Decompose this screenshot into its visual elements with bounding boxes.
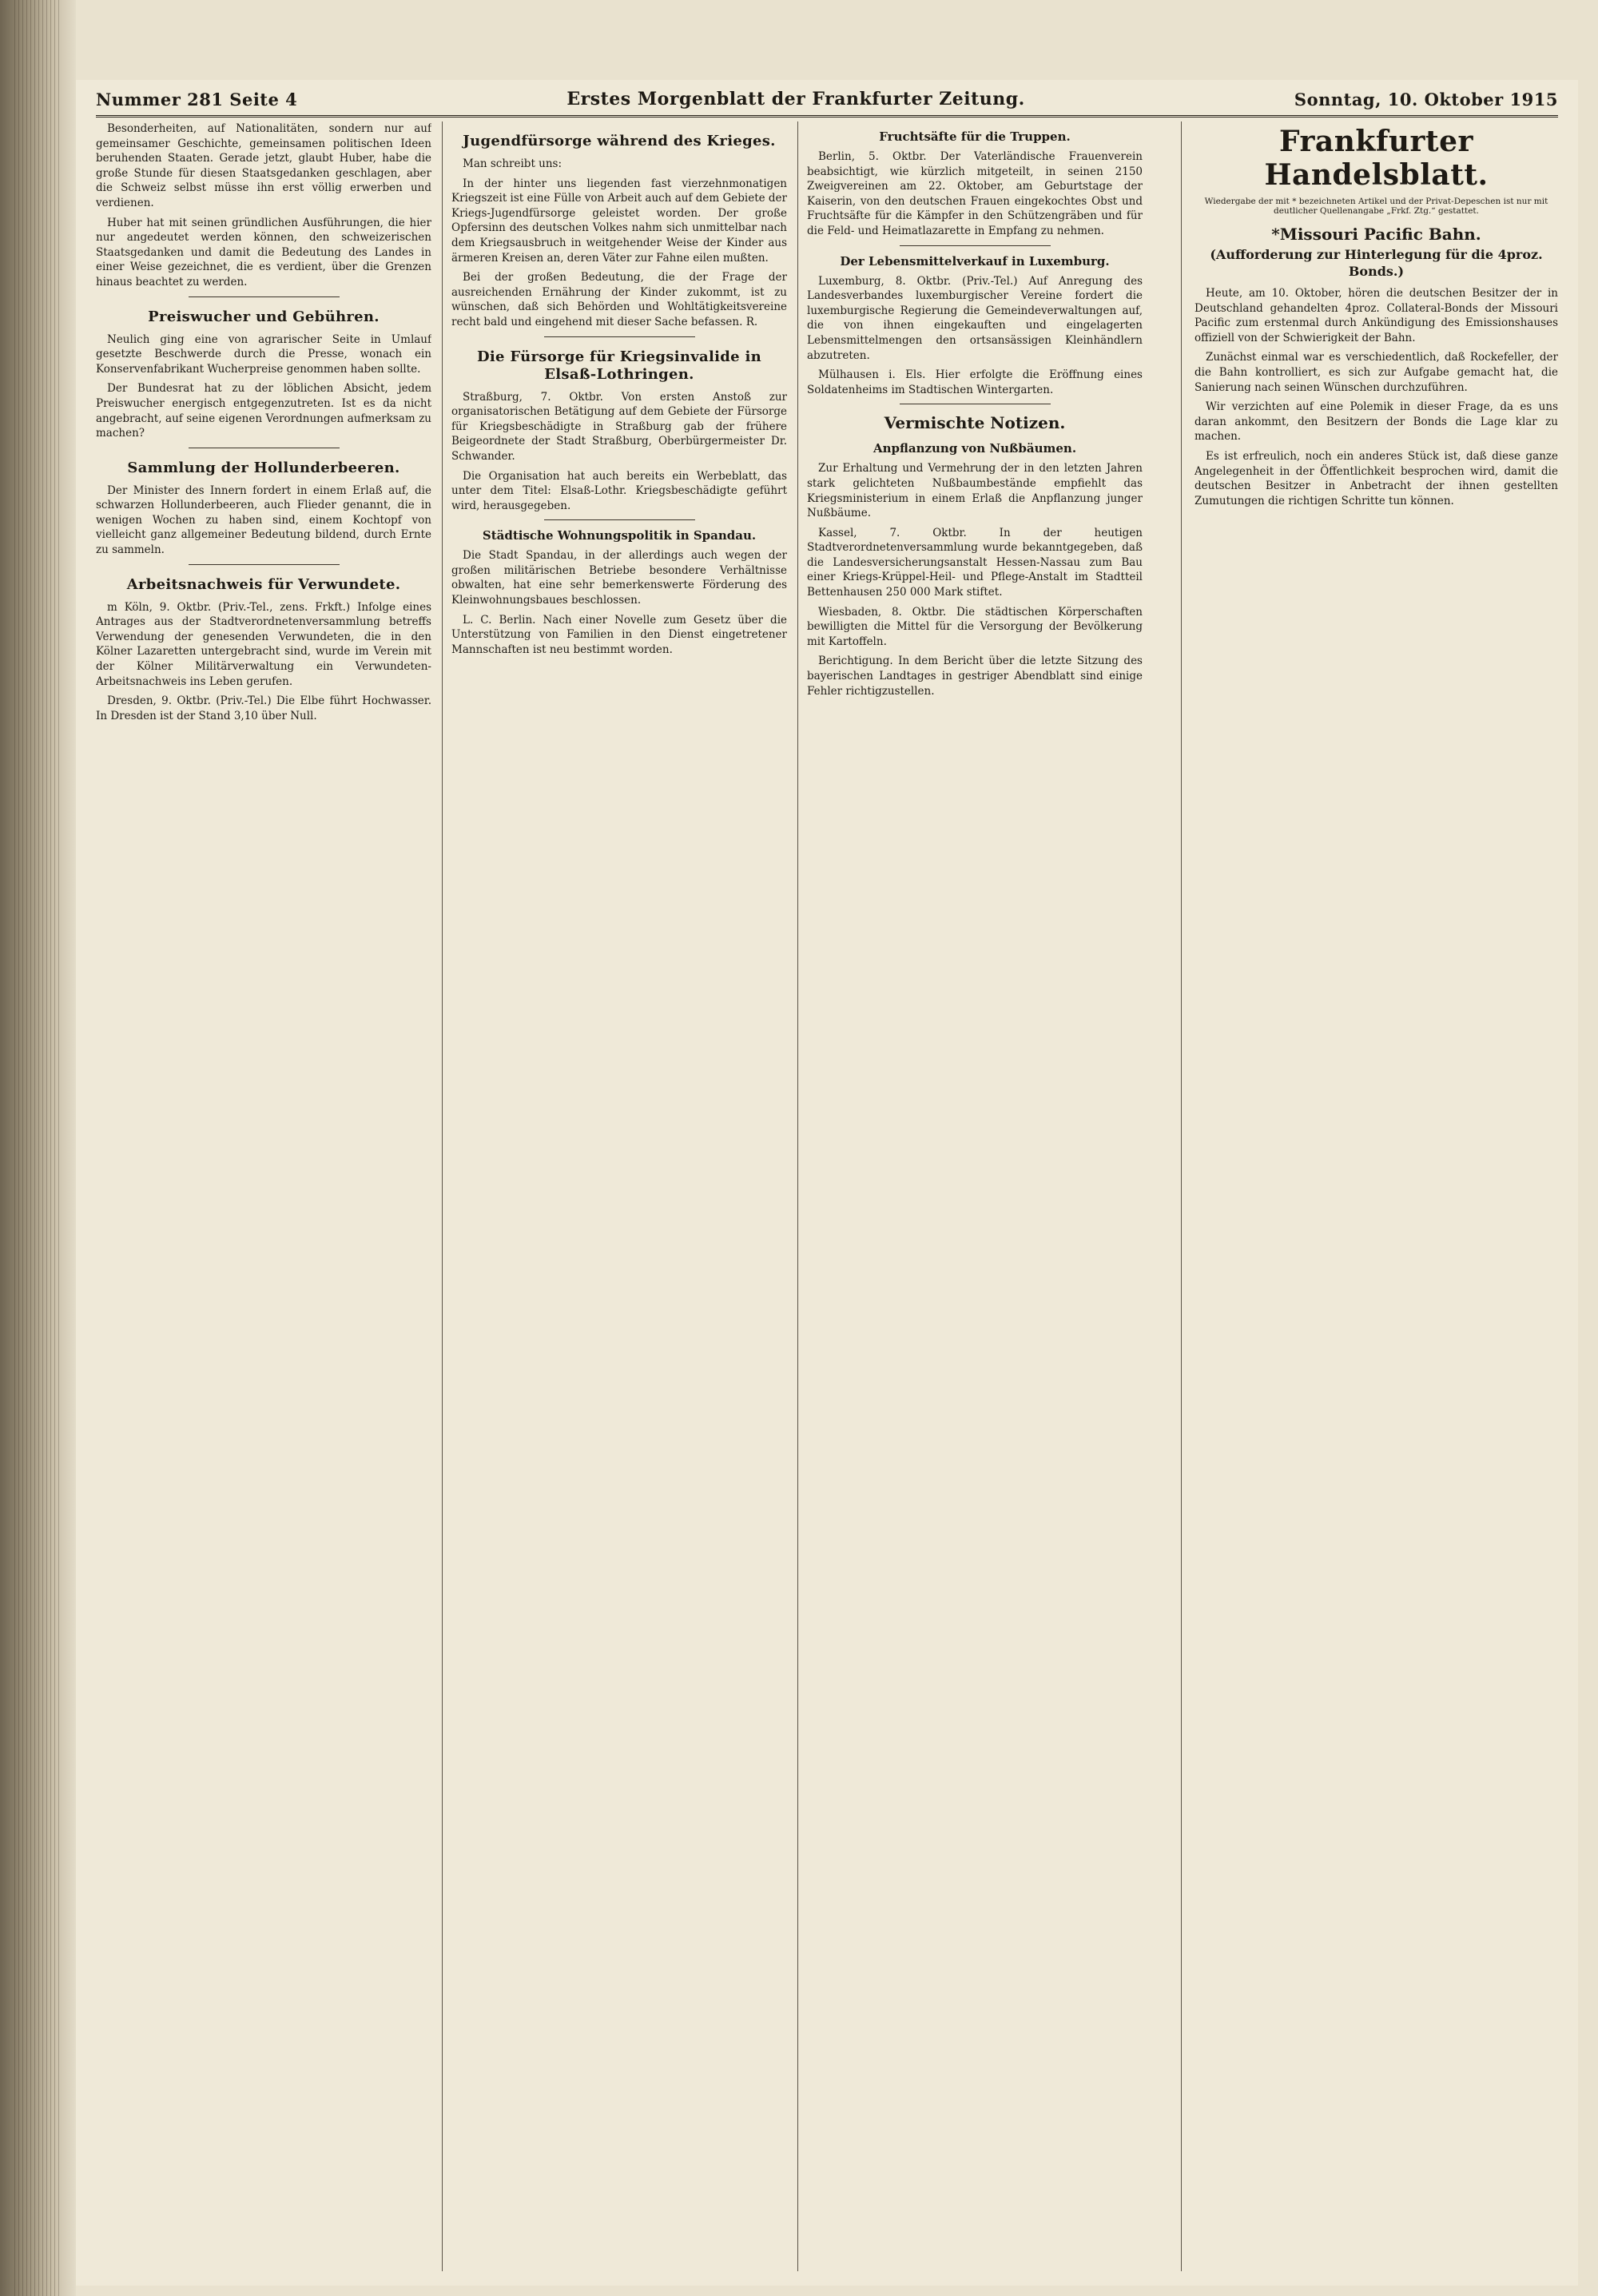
handelsblatt-note: Wiedergabe der mit * bezeichneten Artikel und der Privat-Depeschen ist nur mit deutlicher Quellenangabe „Frkf. Ztg.“ gestattet. — [1204, 197, 1548, 216]
separator — [544, 519, 695, 520]
article-paragraph: Dresden, 9. Oktbr. (Priv.-Tel.) Die Elbe führt Hochwasser. In Dresden ist der Stand 3,10 über Null. — [96, 694, 431, 722]
article-paragraph: Straßburg, 7. Oktbr. Von ersten Anstoß zur organisatorischen Betätigung auf dem Gebiete der Fürsorge für Kriegsbeschädigte in Straßburg gab der frühere Beigeordnete der Stadt Straßburg, Oberbürgermeister Dr. Schwander. — [451, 390, 787, 463]
book-binding — [0, 0, 76, 2296]
separator — [900, 245, 1051, 246]
column-1 — [96, 121, 431, 2279]
article-paragraph: Es ist erfreulich, noch ein anderes Stück ist, daß diese ganze Angelegenheit in der Öffentlichkeit besprochen wird, damit die deutschen Besitzer in Anbetracht der ihnen gestellten Zumutungen die richtigen Schritte tun können. — [1195, 449, 1558, 507]
headline-fruchtsaefte: Fruchtsäfte für die Truppen. — [879, 129, 1071, 144]
separator — [189, 564, 340, 565]
headline-arbeitsnachweis: Arbeitsnachweis für Verwundete. — [126, 575, 401, 593]
article-intro: Man schreibt uns: — [463, 157, 562, 170]
article-paragraph: Der Bundesrat hat zu der löblichen Absicht, jedem Preiswucher energisch entgegenzutreten. Ist es da nicht angebracht, auf seine eigenen Verordnungen aufmerksam zu machen? — [96, 382, 431, 440]
column-4-handelsblatt — [1195, 121, 1558, 2279]
headline-spandau: Städtische Wohnungspolitik in Spandau. — [482, 528, 757, 543]
article-paragraph: Heute, am 10. Oktober, hören die deutschen Besitzer der in Deutschland gehandelten 4proz. Collateral-Bonds der Missouri Pacific zum erstenmal durch Ankündigung des Emissionshauses offiziell von der Schwierigkeit der Bahn. — [1195, 287, 1558, 344]
article-paragraph: Die Organisation hat auch bereits ein Werbeblatt, das unter dem Titel: Elsaß-Lothr. Kriegsbeschädigte geführt wird, herausgegeben. — [451, 469, 787, 512]
article-paragraph: Berlin, 5. Oktbr. Der Vaterländische Frauenverein beabsichtigt, wie kürzlich mitgeteilt, in seinen 2150 Zweigvereinen am 22. Oktober, am Geburtstage der Kaiserin, von den deutschen Frauen eingekochtes Obst und Fruchtsäfte für die Kämpfer in den Schützengräben und für die Feld- und Heimatlazarette in Empfang zu nehmen. — [807, 150, 1143, 237]
separator — [544, 336, 695, 337]
headline-jugendfuersorge: Jugendfürsorge während des Krieges. — [463, 133, 776, 149]
column-rule — [797, 121, 798, 2271]
article-paragraph: Huber hat mit seinen gründlichen Ausführungen, die hier nur angedeutet werden können, den schweizerischen Staatsgedanken und damit die Bedeutung des Landes in einer Weise gezeichnet, die es verdient, über die Grenzen hinaus beachtet zu werden. — [96, 216, 431, 288]
headline-nussbaeume: Anpflanzung von Nußbäumen. — [873, 441, 1077, 456]
article-paragraph: Luxemburg, 8. Oktbr. (Priv.-Tel.) Auf Anregung des Landesverbandes luxemburgischer Vereine fordert die luxemburgische Regierung die Gemeindeverwaltungen auf, die von ihnen eingekauften und eingelagerten Lebensmittelmengen den ortsansässigen Kleinhändlern abzutreten. — [807, 274, 1143, 362]
article-paragraph: m Köln, 9. Oktbr. (Priv.-Tel., zens. Frkft.) Infolge eines Antrages aus der Stadtverordnetenversammlung betreffs Verwendung der genesenden Verwundeten, die in den Kölner Lazaretten untergebracht sind, wurde im Verein mit der Kölner Militärverwaltung ein Verwundeten-Arbeitsnachweis ins Leben gerufen. — [96, 600, 431, 688]
column-3 — [807, 121, 1143, 2279]
column-2 — [451, 121, 787, 2279]
masthead-rule — [96, 115, 1558, 117]
article-paragraph: In der hinter uns liegenden fast vierzehnmonatigen Kriegszeit ist eine Fülle von Arbeit auch auf dem Gebiete der Kriegs-Jugendfürsorge geleistet worden. Der große Opfersinn des deutschen Volkes nahm sich unmittelbar nach dem Kriegsausbruch in weitgehender Weise der Kinder aus ärmeren Kreisen an, deren Väter zur Fahne eilen mußten. — [451, 177, 787, 265]
newspaper-page — [76, 80, 1578, 2286]
column-rule — [1181, 121, 1182, 2271]
headline-missouri-pacific: *Missouri Pacific Bahn. — [1271, 225, 1481, 244]
headline-hollunder: Sammlung der Hollunderbeeren. — [127, 459, 400, 476]
article-paragraph: Berichtigung. In dem Bericht über die letzte Sitzung des bayerischen Landtages in gestriger Abendblatt sind einige Fehler richtigzustellen. — [807, 655, 1143, 698]
column-rule — [442, 121, 443, 2271]
article-paragraph: Bei der großen Bedeutung, die der Frage der ausreichenden Ernährung der Kinder zukommt, ist zu wünschen, daß sich Behörden und Wohltätigkeitsvereine recht bald und eingehend mit dieser Sache befassen. R. — [451, 271, 787, 328]
article-paragraph: Der Minister des Innern fordert in einem Erlaß auf, die schwarzen Hollunderbeeren, auch Flieder genannt, die in wenigen Wochen zu haben sind, einem Kochtopf von vielleicht ganz allgemeiner Bedeutung bildend, durch Ernte zu sammeln. — [96, 483, 431, 557]
masthead-issue: Nummer 281 Seite 4 — [96, 89, 298, 109]
article-paragraph: Mülhausen i. Els. Hier erfolgte die Eröffnung eines Soldatenheims im Stadtischen Wintergarten. — [807, 368, 1143, 396]
headline-luxemburg: Der Lebensmittelverkauf in Luxemburg. — [840, 253, 1110, 269]
article-paragraph: L. C. Berlin. Nach einer Novelle zum Gesetz über die Unterstützung von Familien in den Dienst eingetretener Mannschaften ist neu bestimmt worden. — [451, 613, 787, 656]
article-paragraph: Die Stadt Spandau, in der allerdings auch wegen der großen militärischen Betriebe besondere Verhältnisse obwalten, hat eine sehr bemerkenswerte Förderung des Kleinwohnungsbaues beschlossen. — [451, 549, 787, 607]
section-vermischte-notizen: Vermischte Notizen. — [884, 413, 1066, 433]
binding-lines — [14, 0, 62, 2296]
separator — [189, 296, 340, 297]
article-paragraph: Zur Erhaltung und Vermehrung der in den letzten Jahren stark gelichteten Nußbaumbestände empfiehlt das Kriegsministerium in einem Erlaß die Anpflanzung junger Nußbäume. — [807, 462, 1143, 520]
subheadline-missouri: (Aufforderung zur Hinterlegung für die 4proz. Bonds.) — [1210, 247, 1543, 279]
handelsblatt-title: Frankfurter Handelsblatt. — [1264, 125, 1489, 192]
article-paragraph: Neulich ging eine von agrarischer Seite in Umlauf gesetzte Beschwerde durch die Presse, wonach ein Konservenfabrikant Wucherpreise genommen haben sollte. — [96, 332, 431, 376]
article-paragraph: Zunächst einmal war es verschiedentlich, daß Rockefeller, der die Bahn kontrolliert, es sich zur Aufgabe gemacht hat, die Sanierung nach seinen Wünschen durchzuführen. — [1195, 351, 1558, 394]
headline-preiswucher: Preiswucher und Gebühren. — [148, 308, 380, 325]
article-paragraph: Wiesbaden, 8. Oktbr. Die städtischen Körperschaften bewilligten die Mittel für die Versorgung der Bevölkerung mit Kartoffeln. — [807, 605, 1143, 648]
masthead-date: Sonntag, 10. Oktober 1915 — [1294, 89, 1558, 109]
article-paragraph: Besonderheiten, auf Nationalitäten, sondern nur auf gemeinsamer Geschichte, gemeinsamen politischen Ideen beruhenden Staaten. Gerade jetzt, glaubt Huber, habe die große Stunde für diesen Staatsgedanken geschlagen, aber die Schweiz selbst müsse ihn erst völlig erwerben und verdienen. — [96, 122, 431, 209]
article-paragraph: Kassel, 7. Oktbr. In der heutigen Stadtverordnetenversammlung wurde bekanntgegeben, daß die Landesversicherungsanstalt Hessen-Nassau zum Bau einer Kriegs-Krüppel-Heil- und Pflege-Anstalt im Stadtteil Bettenhausen 250 000 Mark stiftet. — [807, 526, 1143, 599]
masthead — [96, 86, 1558, 112]
masthead-title: Erstes Morgenblatt der Frankfurter Zeitung. — [566, 89, 1025, 109]
article-paragraph: Wir verzichten auf eine Polemik in dieser Frage, da es uns daran ankommt, den Besitzern der Bonds die Lage klar zu machen. — [1195, 400, 1558, 444]
headline-kriegsinvalide: Die Fürsorge für Kriegsinvalide in Elsaß-Lothringen. — [477, 348, 761, 383]
